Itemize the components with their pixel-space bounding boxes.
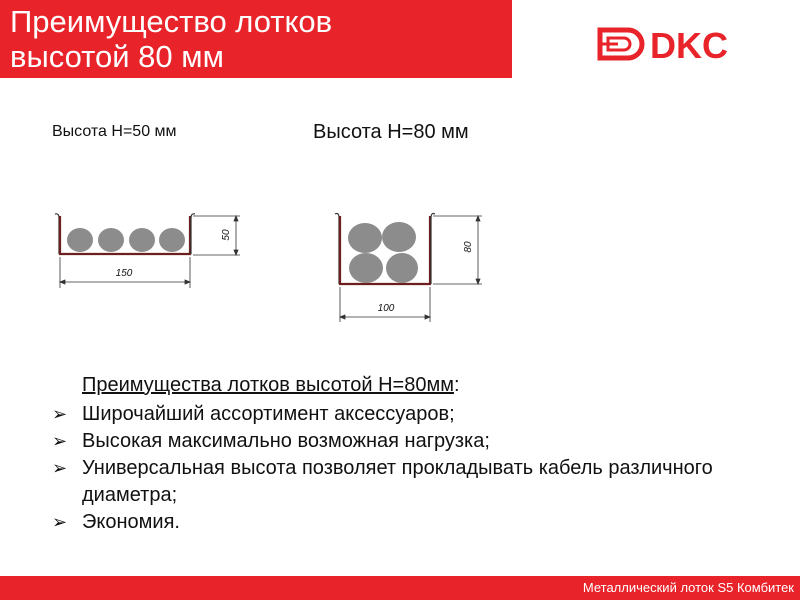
tray-80mm-diagram — [326, 204, 486, 324]
benefit-text: Универсальная высота позволяет прокладывать кабель различного диаметра; — [82, 457, 713, 506]
benefit-text: Широчайший ассортимент аксессуаров; — [82, 403, 455, 425]
tray-80-hook-right — [431, 214, 435, 285]
tray-50mm-diagram — [46, 204, 246, 290]
dimension-height — [193, 216, 240, 255]
cable-circle — [348, 223, 382, 253]
tray-50-hook-right — [191, 214, 195, 254]
height-dimension-value: 50 — [221, 229, 232, 241]
benefit-item — [50, 428, 750, 455]
benefits-heading-colon: : — [453, 374, 460, 396]
tray-50-hook-left — [55, 214, 59, 254]
tray-80-hook-left — [335, 214, 339, 285]
dkc-logo-mark-icon — [598, 30, 642, 58]
arrowhead-bullet-icon: ➢ — [52, 404, 68, 424]
footer-product-name: Металлический лоток S5 Комбитек — [582, 580, 794, 595]
benefit-item — [50, 455, 750, 509]
benefits-block — [50, 372, 750, 536]
benefit-text: Высокая максимально возможная нагрузка; — [82, 430, 490, 452]
dkc-logo-text: DKC — [650, 25, 728, 66]
small-tray-label: Высота Н=50 мм — [52, 123, 177, 140]
benefit-item — [50, 401, 750, 428]
cable-circle — [67, 228, 93, 252]
cable-circle — [386, 253, 418, 283]
width-dimension-value: 100 — [377, 303, 395, 314]
title-banner — [0, 0, 512, 78]
slide-title: Преимущество лотков высотой 80 мм — [10, 4, 333, 74]
benefits-heading — [50, 372, 750, 399]
cable-circle — [349, 253, 383, 283]
cable-circle — [129, 228, 155, 252]
arrowhead-bullet-icon: ➢ — [52, 458, 68, 478]
benefits-list — [50, 401, 750, 536]
large-tray-label: Высота Н=80 мм — [313, 121, 469, 143]
arrowhead-bullet-icon: ➢ — [52, 512, 68, 532]
benefit-item — [50, 509, 750, 536]
dimension-height — [433, 216, 482, 284]
cable-circle — [159, 228, 185, 252]
benefits-heading-text: Преимущества лотков высотой Н=80мм — [82, 374, 454, 396]
dkc-logo — [594, 22, 778, 66]
cable-circle — [98, 228, 124, 252]
footer-banner — [0, 576, 800, 600]
benefit-text: Экономия. — [82, 511, 180, 533]
height-dimension-value: 80 — [463, 241, 474, 253]
cable-circle — [382, 222, 416, 252]
width-dimension-value: 150 — [115, 268, 133, 279]
arrowhead-bullet-icon: ➢ — [52, 431, 68, 451]
